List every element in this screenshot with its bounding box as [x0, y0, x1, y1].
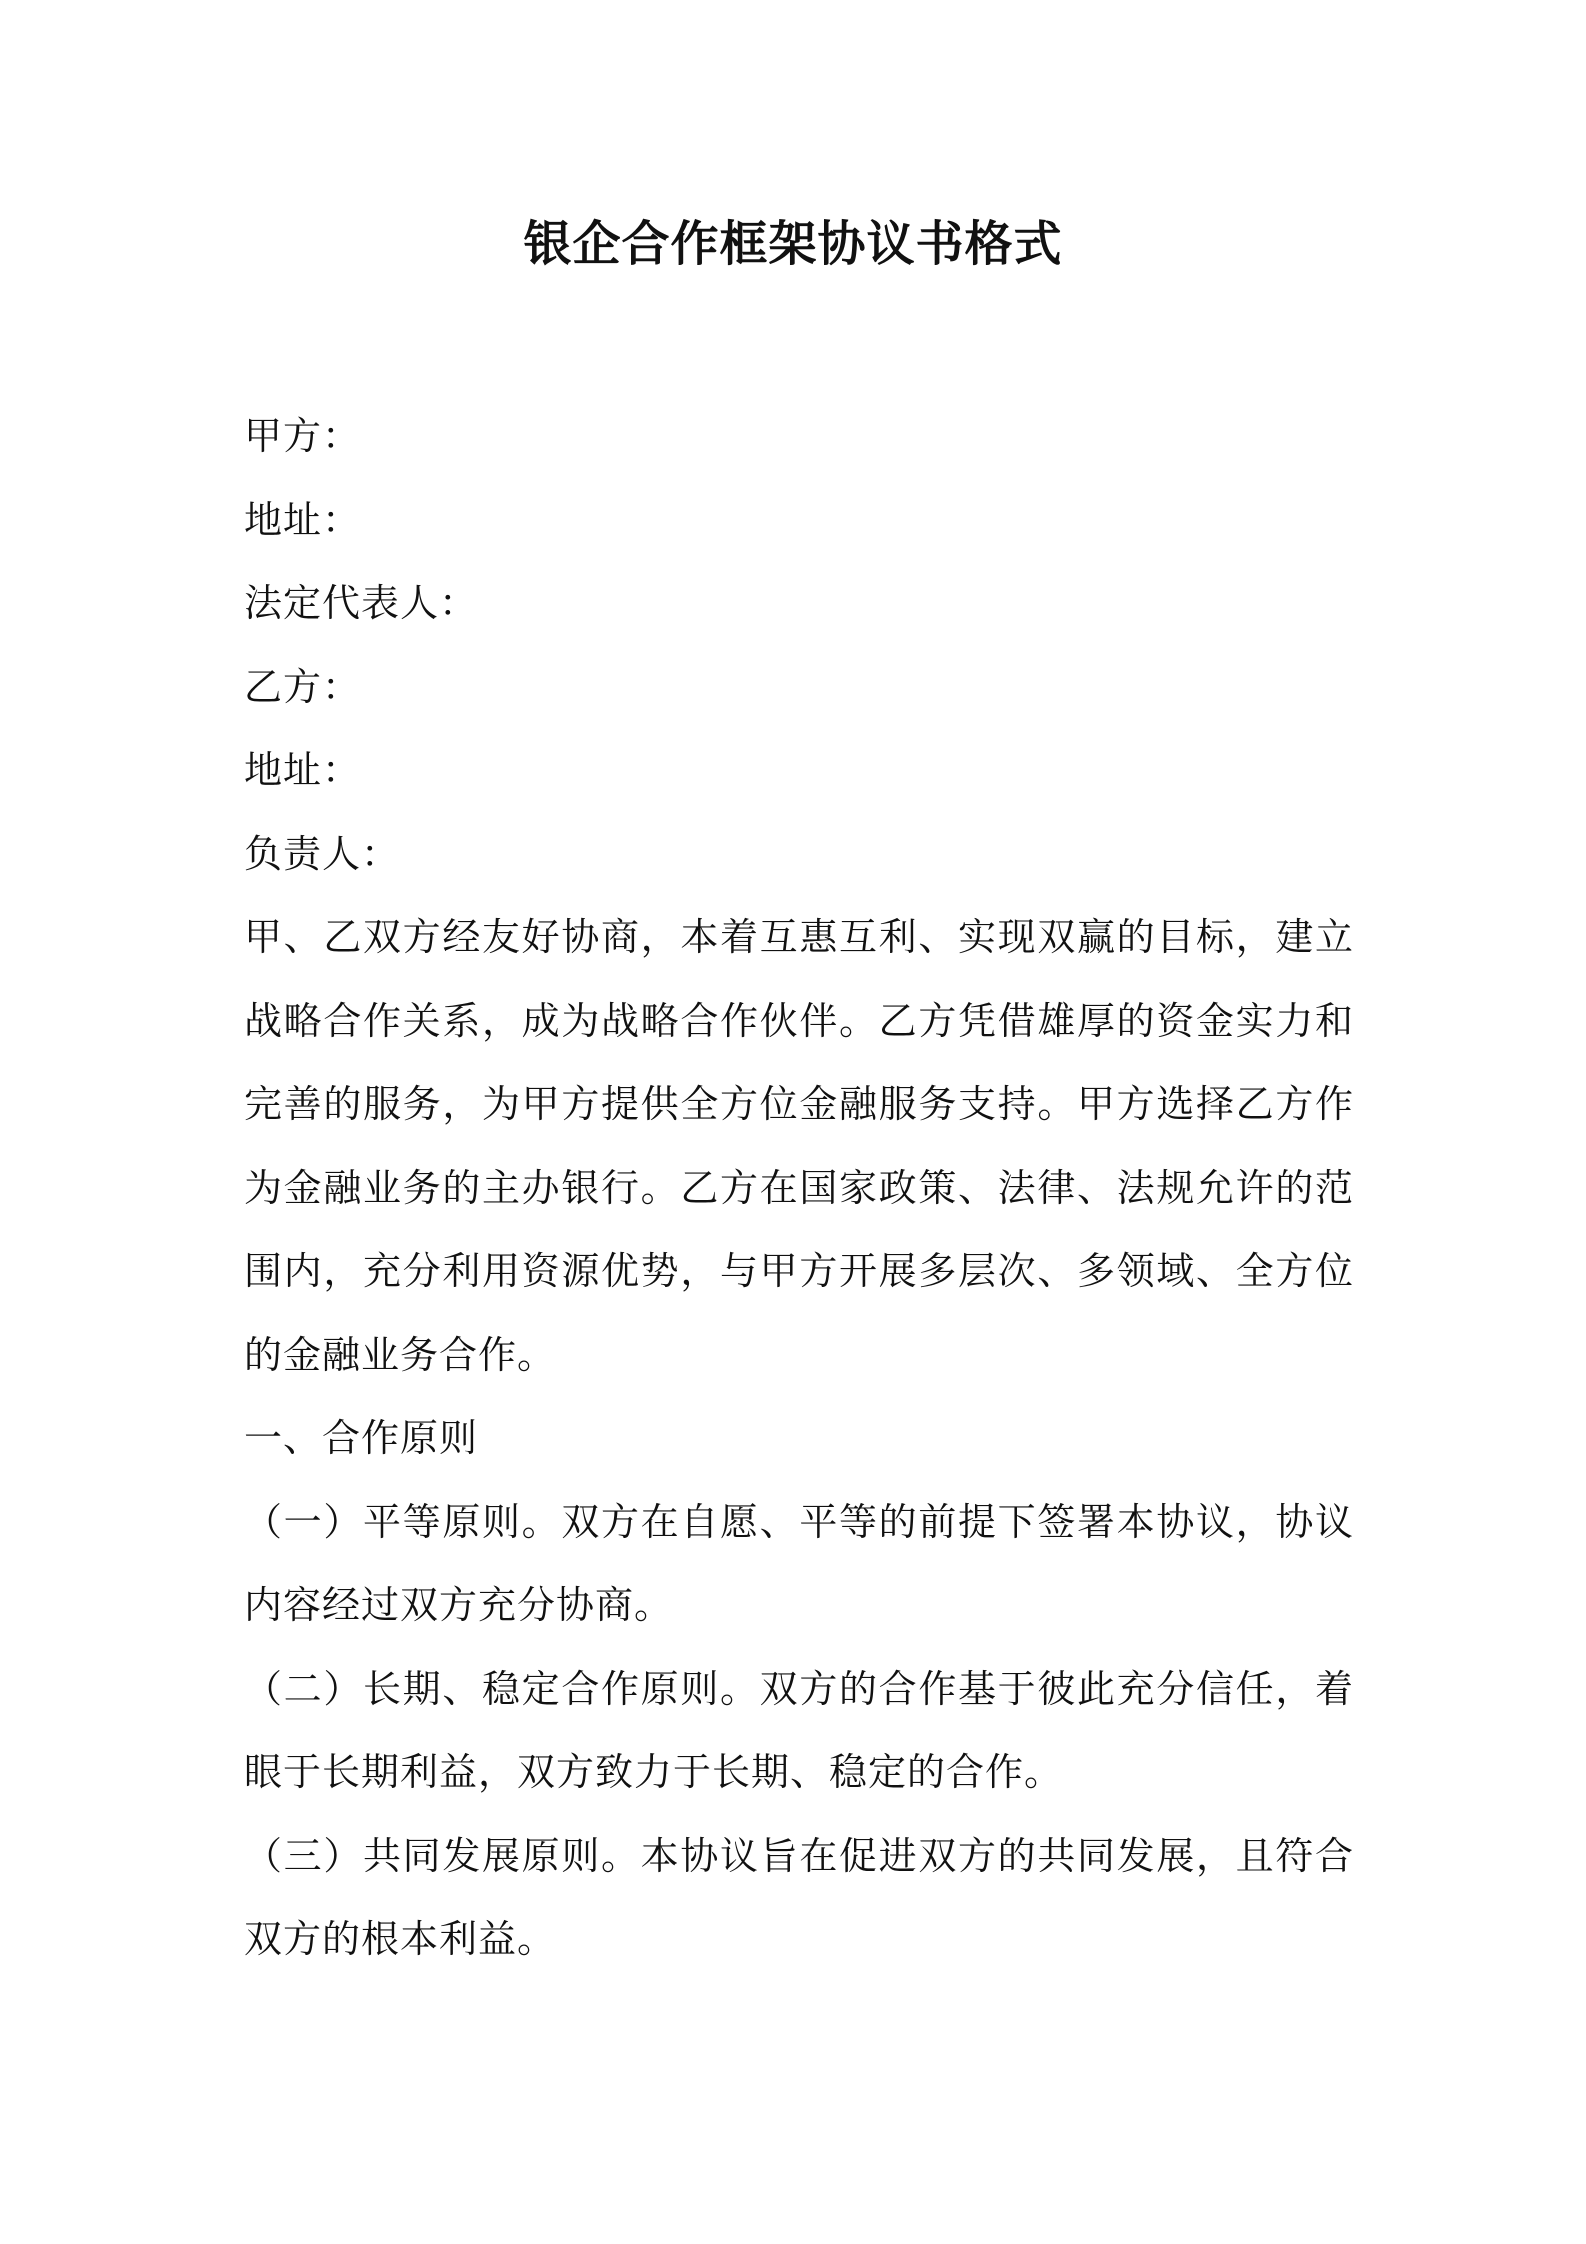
field-party-b-address: 地址：	[244, 748, 362, 792]
intro-paragraph: 甲、乙双方经友好协商，本着互惠互利、实现双赢的目标，建立战略合作关系，成为战略合作伙伴。乙方凭借雄厚的资金实力和完善的服务，为甲方提供全方位金融服务支持。甲方选择乙方作为金融业务的主办银行。乙方在国家政策、法律、法规允许的范围内，充分利用资源优势，与甲方开展多层次、多领域、全方位的金融业务合作。	[244, 915, 1354, 1377]
party-fields	[244, 395, 1354, 896]
principle-item: （一）平等原则。双方在自愿、平等的前提下签署本协议，协议内容经过双方充分协商。	[244, 1499, 1354, 1627]
field-person-in-charge: 负责人：	[244, 831, 401, 876]
field-party-a-address: 地址：	[244, 497, 362, 542]
section-heading: 一、合作原则	[244, 1416, 479, 1460]
principle-item: （二）长期、稳定合作原则。双方的合作基于彼此充分信任，着眼于长期利益，双方致力于长期、稳定的合作。	[244, 1666, 1354, 1794]
document-title: 银企合作框架协议书格式	[523, 216, 1063, 272]
principle-item: （三）共同发展原则。本协议旨在促进双方的共同发展，且符合双方的根本利益。	[244, 1833, 1354, 1961]
field-party-b: 乙方：	[244, 664, 362, 709]
field-legal-representative: 法定代表人：	[244, 581, 479, 625]
field-party-a: 甲方：	[244, 414, 362, 458]
document-body	[244, 395, 1354, 1982]
